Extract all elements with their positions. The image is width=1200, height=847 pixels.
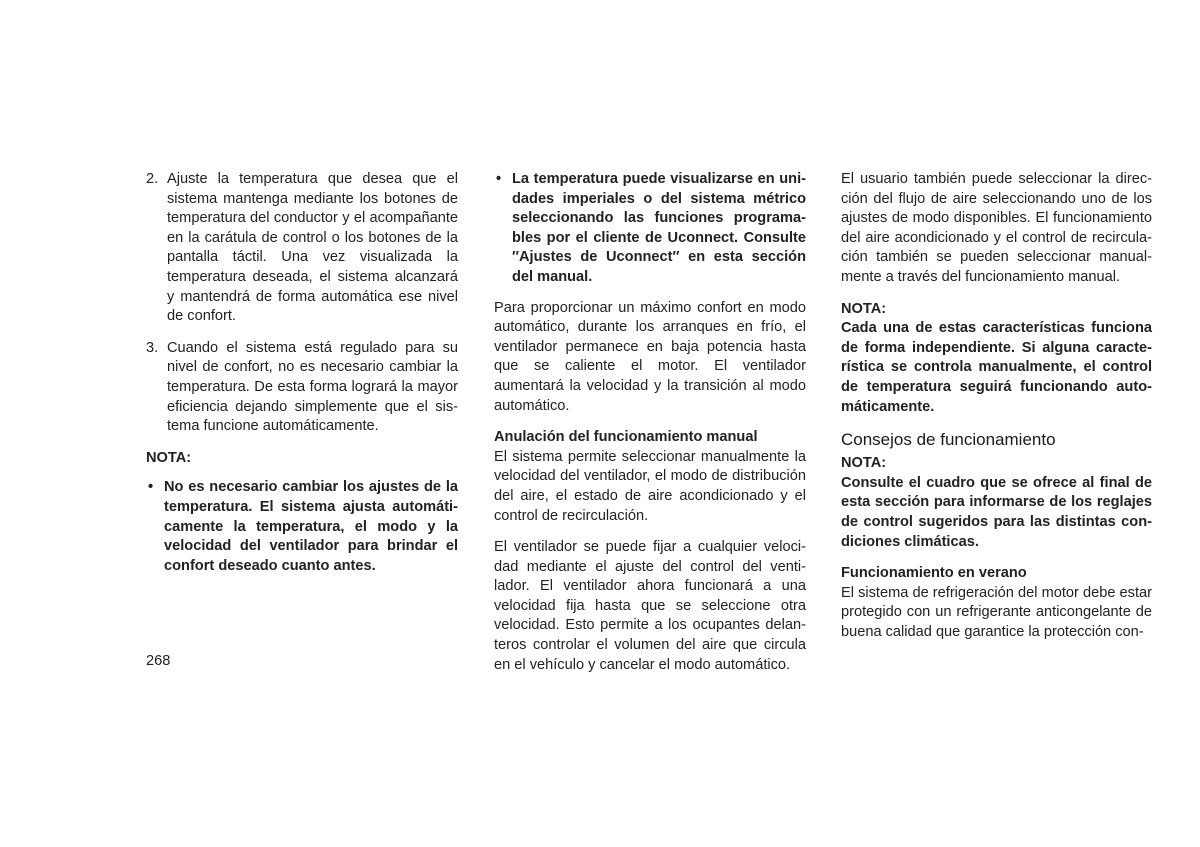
page-number: 268 — [146, 653, 171, 669]
step-3 — [146, 339, 458, 437]
step-number: 3. — [146, 339, 159, 356]
step-2 — [146, 170, 458, 327]
note-bullet — [146, 478, 458, 576]
paragraph: El usuario también puede seleccionar la dirección del flujo de aire seleccionando uno de los ajustes de modo disponibles. El funcionamiento del aire acondicionado y el control de recirculación también se pueden seleccionar manualmente a través del funcionamiento manual. — [841, 171, 1152, 285]
note-bullet — [494, 170, 806, 288]
note-text: Cada una de estas características funciona de forma independiente. Si alguna característica se controla manualmente, el control de temperatura seguirá funcionando automáticamente. — [841, 320, 1152, 415]
column-middle — [494, 170, 806, 687]
note-label: NOTA: — [146, 449, 192, 466]
paragraph: El ventilador se puede fijar a cualquier velocidad mediante el ajuste del control del ventilador. El ventilador ahora funcionará a una velocidad fija hasta que se seleccione otra velocidad. Esto permite a los ocupantes delanteros controlar el volumen del aire que circula en el vehículo y cancelar el modo automático. — [494, 539, 806, 673]
section-title: Consejos de funcionamiento — [841, 430, 1056, 450]
bullet-icon: • — [148, 479, 154, 496]
paragraph: El sistema permite seleccionar manualmente la velocidad del ventilador, el modo de distribución del aire, el estado de aire acondicionado y el control de recirculación. — [494, 448, 806, 524]
step-number: 2. — [146, 171, 159, 187]
paragraph: Para proporcionar un máximo confort en modo automático, durante los arranques en frío, el ventilador permanece en baja potencia hasta que se caliente el motor. El ventilador aumentará la velocidad y la transición al modo automático. — [494, 299, 806, 414]
paragraph: El sistema de refrigeración del motor debe estar protegido con un refrigerante anticongelante de buena calidad que garantice la protección con- — [841, 584, 1152, 640]
note-label: NOTA: — [841, 455, 887, 472]
bullet-text: La temperatura puede visualizarse en unidades imperiales o del sistema métrico seleccionando las funciones programables por el cliente de Uconnect. Consulte ″Ajustes de Uconnect″ en esta sección del manual. — [512, 171, 806, 285]
subheading: Anulación del funcionamiento manual — [494, 429, 758, 446]
note-label: NOTA: — [841, 300, 887, 317]
bullet-text: No es necesario cambiar los ajustes de la temperatura. El sistema ajusta automáticamente la temperatura, el modo y la velocidad del ventilador para brindar el confort deseado cuanto antes. — [164, 479, 458, 574]
step-text: Cuando el sistema está regulado para su nivel de confort, no es necesario cambiar la temperatura. De esta forma logrará la mayor eficiencia dejando simplemente que el sistema funcione automáticamente. — [167, 339, 458, 435]
bullet-icon: • — [496, 171, 502, 187]
note-text: Consulte el cuadro que se ofrece al final de esta sección para informarse de los reglajes de control sugeridos para las distintas condiciones climáticas. — [841, 474, 1152, 550]
column-left — [146, 170, 458, 587]
column-right — [841, 170, 1152, 654]
step-text: Ajuste la temperatura que desea que el sistema mantenga mediante los botones de temperatura del conductor y el acompañante en la carátula de control o los botones de la pantalla táctil. Una vez visualizada la temperatura deseada, el sistema alcanzará y mantendrá de forma automática ese nivel de confort. — [167, 171, 458, 325]
subheading: Funcionamiento en verano — [841, 565, 1027, 582]
